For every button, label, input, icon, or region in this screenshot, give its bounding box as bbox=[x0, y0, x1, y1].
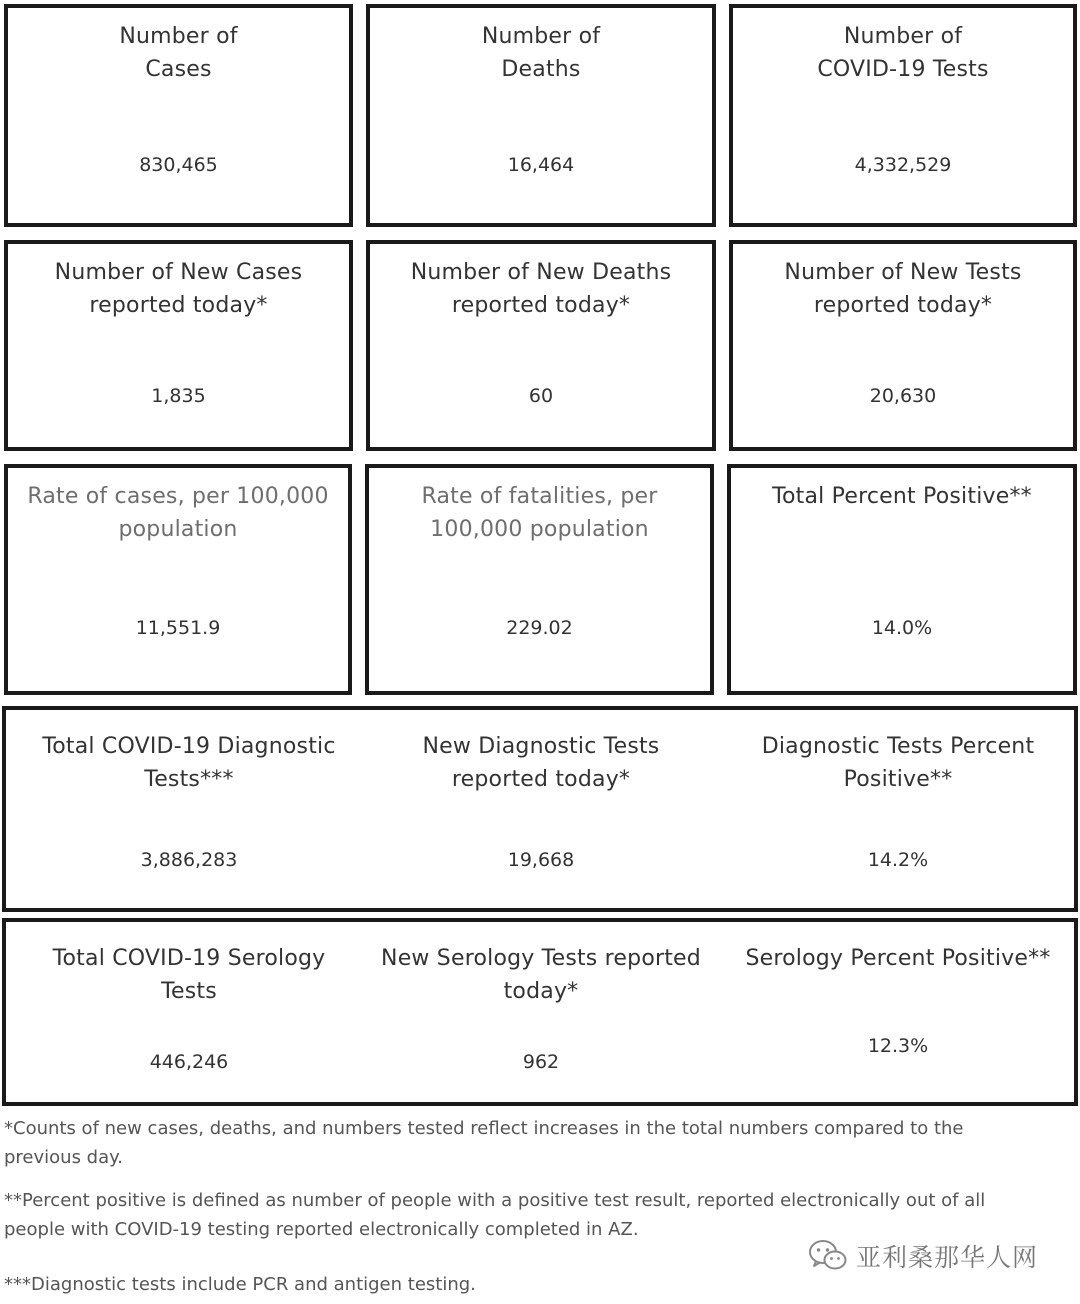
percent-positive-label: Total Percent Positive** bbox=[772, 484, 1032, 509]
case-rate-card bbox=[4, 464, 352, 695]
cases-value: 830,465 bbox=[139, 154, 218, 176]
watermark-text: 亚利桑那华人网 bbox=[856, 1243, 1039, 1272]
tests-label: Number of COVID-19 Tests bbox=[817, 24, 989, 82]
new-cases-card bbox=[4, 240, 353, 451]
new-cases-value: 1,835 bbox=[151, 385, 206, 407]
serology-tests-panel bbox=[2, 918, 1078, 1106]
fatality-rate-value: 229.02 bbox=[506, 617, 573, 639]
diagnostic-percent-label: Diagnostic Tests Percent Positive** bbox=[761, 734, 1035, 792]
diagnostic-tests-panel bbox=[2, 706, 1078, 912]
new-serology-label: New Serology Tests reported today* bbox=[381, 946, 701, 1004]
case-rate-value: 11,551.9 bbox=[135, 617, 221, 639]
fatality-rate-label: Rate of fatalities, per 100,000 population bbox=[421, 484, 658, 542]
footnote-new-counts: *Counts of new cases, deaths, and numbers tested reflect increases in the total numbers compared to the previous day. bbox=[4, 1118, 964, 1168]
serology-percent-value: 12.3% bbox=[867, 1035, 929, 1057]
wechat-icon bbox=[808, 1239, 848, 1273]
new-serology-value: 962 bbox=[522, 1051, 560, 1073]
tests-card bbox=[729, 4, 1077, 227]
new-deaths-value: 60 bbox=[528, 385, 554, 407]
total-serology-value: 446,246 bbox=[149, 1051, 229, 1073]
footnote-percent-positive: **Percent positive is defined as number of people with a positive test result, reported electronically out of all people with COVID-19 testing reported electronically completed in AZ. bbox=[4, 1190, 986, 1240]
percent-positive-value: 14.0% bbox=[871, 617, 933, 639]
percent-positive-card bbox=[727, 464, 1077, 695]
total-diagnostic-value: 3,886,283 bbox=[140, 849, 238, 871]
footnote-diagnostic-tests: ***Diagnostic tests include PCR and antigen testing. bbox=[4, 1274, 476, 1295]
serology-percent-label: Serology Percent Positive** bbox=[745, 946, 1051, 971]
tests-value: 4,332,529 bbox=[854, 154, 952, 176]
deaths-card bbox=[366, 4, 716, 227]
new-diagnostic-value: 19,668 bbox=[507, 849, 575, 871]
deaths-label: Number of Deaths bbox=[481, 24, 601, 82]
new-deaths-card bbox=[366, 240, 716, 451]
new-diagnostic-label: New Diagnostic Tests reported today* bbox=[422, 734, 660, 792]
new-tests-label: Number of New Tests reported today* bbox=[784, 260, 1022, 318]
cases-card bbox=[4, 4, 353, 227]
diagnostic-percent-value: 14.2% bbox=[867, 849, 929, 871]
deaths-value: 16,464 bbox=[507, 154, 575, 176]
new-tests-card bbox=[729, 240, 1077, 451]
fatality-rate-card bbox=[365, 464, 714, 695]
new-cases-label: Number of New Cases reported today* bbox=[54, 260, 303, 318]
case-rate-label: Rate of cases, per 100,000 population bbox=[27, 484, 329, 542]
total-diagnostic-label: Total COVID-19 Diagnostic Tests*** bbox=[42, 734, 336, 792]
new-tests-value: 20,630 bbox=[869, 385, 937, 407]
new-deaths-label: Number of New Deaths reported today* bbox=[410, 260, 672, 318]
total-serology-label: Total COVID-19 Serology Tests bbox=[52, 946, 326, 1004]
cases-label: Number of Cases bbox=[119, 24, 238, 82]
watermark bbox=[808, 1236, 1038, 1276]
